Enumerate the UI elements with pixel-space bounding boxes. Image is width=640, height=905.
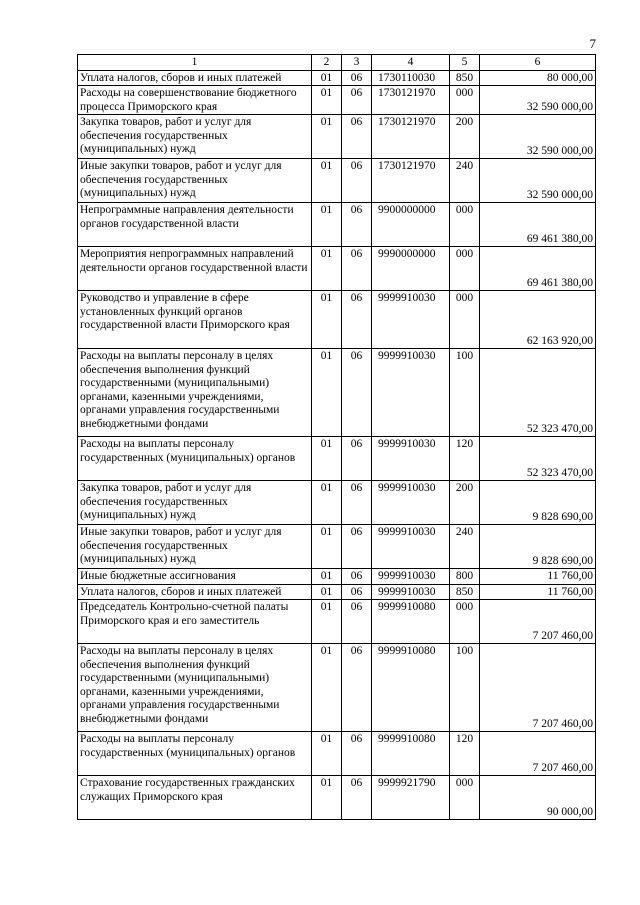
section-code-cell: 01 (312, 776, 342, 820)
row-name-cell: Расходы на выплаты персоналу в целях обеспечения выполнения функций государственными (муниципальными) органами, казенными учреждениями, органами управления государственными внебюджетными фондами (78, 349, 312, 437)
table-row (78, 569, 596, 585)
target-article-cell: 1730121970 (372, 115, 450, 159)
expense-type-cell: 120 (450, 732, 480, 776)
expense-type-cell: 120 (450, 437, 480, 481)
target-article-cell: 9999910080 (372, 732, 450, 776)
expense-type-cell: 000 (450, 600, 480, 644)
subsection-code-cell: 06 (342, 203, 372, 247)
expense-type-cell: 000 (450, 247, 480, 291)
table-row (78, 203, 596, 247)
table-row (78, 437, 596, 481)
row-name-cell: Уплата налогов, сборов и иных платежей (78, 70, 312, 86)
header-cell: 5 (450, 55, 480, 71)
table-row (78, 600, 596, 644)
table-row (78, 644, 596, 732)
section-code-cell: 01 (312, 203, 342, 247)
section-code-cell: 01 (312, 349, 342, 437)
expense-type-cell: 000 (450, 291, 480, 349)
section-code-cell: 01 (312, 584, 342, 600)
section-code-cell: 01 (312, 732, 342, 776)
amount-cell: 9 828 690,00 (480, 481, 596, 525)
page-number: 7 (589, 36, 596, 51)
table-row (78, 525, 596, 569)
table-row (78, 732, 596, 776)
row-name-cell: Страхование государственных гражданских служащих Приморского края (78, 776, 312, 820)
header-row (78, 55, 596, 71)
amount-cell: 90 000,00 (480, 776, 596, 820)
budget-table (77, 54, 596, 820)
table-row (78, 291, 596, 349)
target-article-cell: 9999910080 (372, 644, 450, 732)
table-row (78, 159, 596, 203)
amount-cell: 62 163 920,00 (480, 291, 596, 349)
row-name-cell: Непрограммные направления деятельности органов государственной власти (78, 203, 312, 247)
amount-cell: 32 590 000,00 (480, 159, 596, 203)
section-code-cell: 01 (312, 247, 342, 291)
section-code-cell: 01 (312, 600, 342, 644)
subsection-code-cell: 06 (342, 437, 372, 481)
row-name-cell: Председатель Контрольно-счетной палаты Приморского края и его заместитель (78, 600, 312, 644)
section-code-cell: 01 (312, 70, 342, 86)
subsection-code-cell: 06 (342, 159, 372, 203)
target-article-cell: 9999921790 (372, 776, 450, 820)
subsection-code-cell: 06 (342, 644, 372, 732)
target-article-cell: 1730110030 (372, 70, 450, 86)
table-row (78, 86, 596, 115)
row-name-cell: Уплата налогов, сборов и иных платежей (78, 584, 312, 600)
target-article-cell: 9999910080 (372, 600, 450, 644)
section-code-cell: 01 (312, 644, 342, 732)
expense-type-cell: 240 (450, 525, 480, 569)
expense-type-cell: 200 (450, 115, 480, 159)
subsection-code-cell: 06 (342, 291, 372, 349)
target-article-cell: 1730121970 (372, 86, 450, 115)
subsection-code-cell: 06 (342, 776, 372, 820)
table-row (78, 115, 596, 159)
row-name-cell: Закупка товаров, работ и услуг для обеспечения государственных (муниципальных) нужд (78, 115, 312, 159)
section-code-cell: 01 (312, 481, 342, 525)
header-cell: 4 (372, 55, 450, 71)
amount-cell: 69 461 380,00 (480, 203, 596, 247)
amount-cell: 11 760,00 (480, 584, 596, 600)
table-row (78, 247, 596, 291)
expense-type-cell: 800 (450, 569, 480, 585)
expense-type-cell: 000 (450, 86, 480, 115)
target-article-cell: 9999910030 (372, 349, 450, 437)
header-cell: 2 (312, 55, 342, 71)
row-name-cell: Иные закупки товаров, работ и услуг для обеспечения государственных (муниципальных) нужд (78, 525, 312, 569)
expense-type-cell: 100 (450, 349, 480, 437)
row-name-cell: Иные бюджетные ассигнования (78, 569, 312, 585)
target-article-cell: 9990000000 (372, 247, 450, 291)
subsection-code-cell: 06 (342, 70, 372, 86)
amount-cell: 9 828 690,00 (480, 525, 596, 569)
row-name-cell: Руководство и управление в сфере установленных функций органов государственной власти Приморского края (78, 291, 312, 349)
table-row (78, 584, 596, 600)
header-cell: 1 (78, 55, 312, 71)
row-name-cell: Расходы на выплаты персоналу государственных (муниципальных) органов (78, 437, 312, 481)
table-row (78, 481, 596, 525)
table-row (78, 70, 596, 86)
expense-type-cell: 100 (450, 644, 480, 732)
subsection-code-cell: 06 (342, 247, 372, 291)
amount-cell: 7 207 460,00 (480, 644, 596, 732)
subsection-code-cell: 06 (342, 86, 372, 115)
amount-cell: 32 590 000,00 (480, 86, 596, 115)
section-code-cell: 01 (312, 86, 342, 115)
subsection-code-cell: 06 (342, 115, 372, 159)
section-code-cell: 01 (312, 115, 342, 159)
header-cell: 3 (342, 55, 372, 71)
subsection-code-cell: 06 (342, 525, 372, 569)
expense-type-cell: 000 (450, 203, 480, 247)
target-article-cell: 1730121970 (372, 159, 450, 203)
row-name-cell: Расходы на выплаты персоналу в целях обеспечения выполнения функций государственными (муниципальными) органами, казенными учреждениями, органами управления государственными внебюджетными фондами (78, 644, 312, 732)
amount-cell: 52 323 470,00 (480, 437, 596, 481)
amount-cell: 11 760,00 (480, 569, 596, 585)
subsection-code-cell: 06 (342, 481, 372, 525)
target-article-cell: 9999910030 (372, 525, 450, 569)
amount-cell: 80 000,00 (480, 70, 596, 86)
target-article-cell: 9999910030 (372, 584, 450, 600)
amount-cell: 52 323 470,00 (480, 349, 596, 437)
section-code-cell: 01 (312, 569, 342, 585)
expense-type-cell: 200 (450, 481, 480, 525)
expense-type-cell: 850 (450, 70, 480, 86)
table-row (78, 349, 596, 437)
amount-cell: 7 207 460,00 (480, 732, 596, 776)
section-code-cell: 01 (312, 437, 342, 481)
expense-type-cell: 000 (450, 776, 480, 820)
table-row (78, 776, 596, 820)
expense-type-cell: 850 (450, 584, 480, 600)
target-article-cell: 9999910030 (372, 437, 450, 481)
subsection-code-cell: 06 (342, 600, 372, 644)
target-article-cell: 9900000000 (372, 203, 450, 247)
header-cell: 6 (480, 55, 596, 71)
expense-type-cell: 240 (450, 159, 480, 203)
row-name-cell: Мероприятия непрограммных направлений деятельности органов государственной власти (78, 247, 312, 291)
subsection-code-cell: 06 (342, 732, 372, 776)
subsection-code-cell: 06 (342, 569, 372, 585)
section-code-cell: 01 (312, 291, 342, 349)
target-article-cell: 9999910030 (372, 291, 450, 349)
amount-cell: 69 461 380,00 (480, 247, 596, 291)
row-name-cell: Расходы на совершенствование бюджетного процесса Приморского края (78, 86, 312, 115)
section-code-cell: 01 (312, 525, 342, 569)
target-article-cell: 9999910030 (372, 569, 450, 585)
section-code-cell: 01 (312, 159, 342, 203)
target-article-cell: 9999910030 (372, 481, 450, 525)
subsection-code-cell: 06 (342, 584, 372, 600)
row-name-cell: Расходы на выплаты персоналу государственных (муниципальных) органов (78, 732, 312, 776)
amount-cell: 7 207 460,00 (480, 600, 596, 644)
row-name-cell: Закупка товаров, работ и услуг для обеспечения государственных (муниципальных) нужд (78, 481, 312, 525)
amount-cell: 32 590 000,00 (480, 115, 596, 159)
subsection-code-cell: 06 (342, 349, 372, 437)
row-name-cell: Иные закупки товаров, работ и услуг для обеспечения государственных (муниципальных) нужд (78, 159, 312, 203)
